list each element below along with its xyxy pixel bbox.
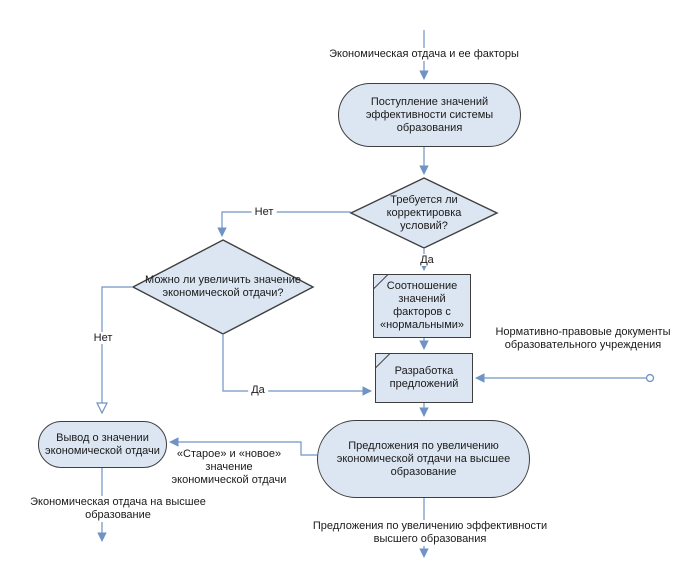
node-start-label: Поступление значений эффективности системы образования [365, 95, 494, 134]
node-decision-correction-label: Требуется ли корректировка условий? [386, 193, 462, 232]
edge-label-yes-top: Да [417, 254, 437, 266]
label-output-left: Экономическая отдача на высшее образование [22, 496, 214, 522]
label-reference-right: Нормативно-правовые документы образовательного учреждения [495, 326, 671, 351]
edge-label-no-top: Нет [252, 206, 277, 218]
node-terminator-conclusion-label: Вывод о значении экономической отдачи [45, 431, 160, 457]
edge-no-to-decision-increase [222, 212, 351, 236]
node-decision-increase-label: Можно ли увеличить значение экономической отдачи? [145, 274, 301, 299]
node-process-compare-label: Соотношение значений факторов с «нормальными» [379, 280, 465, 331]
label-old-new-values: «Старое» и «новое» значение экономической отдачи [171, 448, 287, 486]
node-decision-increase [142, 266, 304, 308]
node-terminator-conclusion [38, 421, 167, 468]
label-output-bottom: Предложения по увеличению эффективности высшего образования [300, 520, 560, 546]
label-input-top: Экономическая отдача и ее факторы [329, 48, 519, 60]
node-process-compare [373, 274, 471, 338]
node-decision-correction [362, 184, 486, 242]
node-terminator-proposals [317, 420, 530, 498]
node-start [338, 83, 521, 147]
edge-yes-to-develop [223, 334, 371, 391]
node-process-develop [375, 353, 473, 403]
node-process-develop-label: Разработка предложений [389, 365, 459, 390]
edge-label-yes-left: Да [248, 384, 268, 396]
node-terminator-proposals-label: Предложения по увеличению экономической отдачи на высшее образование [336, 439, 511, 478]
edge-no-to-conclusion [102, 287, 133, 412]
edge-label-no-left: Нет [91, 332, 116, 344]
